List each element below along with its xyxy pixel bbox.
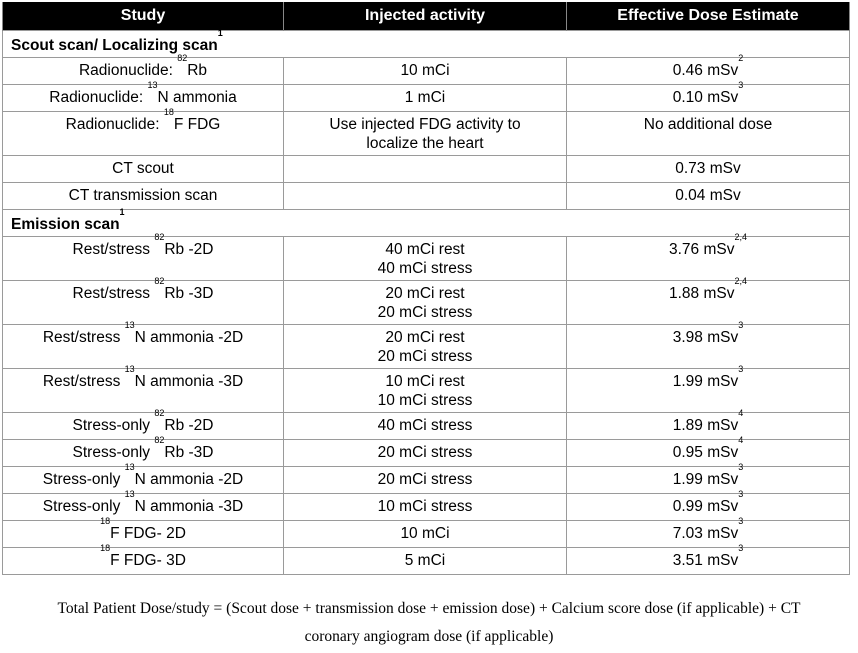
activity-cell <box>284 413 567 440</box>
activity-line: 10 mCi <box>400 525 450 542</box>
study-suffix: F FDG- 3D <box>110 552 186 569</box>
dose-cell <box>567 516 850 548</box>
activity-line: 20 mCi stress <box>377 304 473 321</box>
activity-cell <box>284 548 567 575</box>
study-suffix: N ammonia <box>157 89 237 106</box>
study-cell <box>3 276 284 325</box>
study-prefix: Stress-only <box>42 471 125 488</box>
section-title-text: Scout scan/ Localizing scan <box>11 36 218 54</box>
activity-cell <box>284 112 567 156</box>
study-prefix: Rest/stress <box>42 329 125 346</box>
dose-table <box>2 2 850 575</box>
isotope-mass-number: 18 <box>163 107 174 117</box>
study-cell <box>3 53 284 85</box>
activity-line: 10 mCi rest <box>385 373 465 390</box>
section-title <box>3 27 850 58</box>
study-prefix: CT transmission scan <box>68 187 218 204</box>
study-suffix: N ammonia -3D <box>134 498 244 515</box>
dose-footnote-ref: 3 <box>738 543 744 553</box>
dose-value: 0.99 mSv <box>672 498 739 515</box>
table-row <box>3 369 850 413</box>
study-prefix: Rest/stress <box>42 373 125 390</box>
dose-footnote-ref: 4 <box>738 435 744 445</box>
header-study: Study <box>3 2 284 31</box>
dose-footnote-ref: 3 <box>738 462 744 472</box>
activity-line: 20 mCi stress <box>377 444 473 461</box>
table-row <box>3 325 850 369</box>
activity-cell <box>284 237 567 281</box>
study-suffix: Rb -2D <box>164 417 214 434</box>
isotope-mass-number: 82 <box>154 435 165 445</box>
isotope-mass-number: 13 <box>124 489 135 499</box>
section-row <box>3 31 850 58</box>
dose-footnote-ref: 2,4 <box>734 276 747 286</box>
section-footnote-ref: 1 <box>119 206 125 217</box>
activity-line: 10 mCi <box>400 62 450 79</box>
activity-line: 1 mCi <box>404 89 446 106</box>
dose-cell <box>567 276 850 325</box>
table-row <box>3 548 850 575</box>
activity-line: 20 mCi rest <box>385 329 465 346</box>
activity-cell <box>284 494 567 521</box>
isotope-mass-number: 82 <box>154 408 165 418</box>
table-row <box>3 85 850 112</box>
activity-cell <box>284 325 567 369</box>
study-prefix: Radionuclide: <box>65 116 164 133</box>
dose-value: 0.73 mSv <box>675 160 741 177</box>
activity-cell <box>284 281 567 325</box>
study-cell <box>3 232 284 281</box>
activity-cell <box>284 521 567 548</box>
activity-line: 40 mCi rest <box>385 241 465 258</box>
study-cell <box>3 80 284 112</box>
dose-value: 7.03 mSv <box>672 525 739 542</box>
dose-cell <box>567 232 850 281</box>
activity-line: 5 mCi <box>404 552 446 569</box>
study-cell <box>3 516 284 548</box>
header-row <box>3 2 850 31</box>
isotope-mass-number: 82 <box>177 53 188 63</box>
table-row <box>3 521 850 548</box>
footer-note-line-1: Total Patient Dose/study = (Scout dose + transmission dose + emission dose) + Calcium score dose (if applicable) + CT <box>57 600 801 617</box>
activity-cell <box>284 467 567 494</box>
study-suffix: Rb -2D <box>164 241 214 258</box>
section-title <box>3 206 850 237</box>
activity-line: 20 mCi stress <box>377 348 473 365</box>
study-cell <box>3 489 284 521</box>
dose-footnote-ref: 3 <box>738 489 744 499</box>
study-cell <box>3 408 284 440</box>
study-cell <box>3 107 284 156</box>
header-effective-dose: Effective Dose Estimate <box>567 2 850 31</box>
dose-cell <box>567 462 850 494</box>
study-prefix: Radionuclide: <box>49 89 148 106</box>
study-prefix: Stress-only <box>42 498 125 515</box>
activity-line: 10 mCi stress <box>377 392 473 409</box>
activity-line: 10 mCi stress <box>377 498 473 515</box>
activity-cell <box>284 85 567 112</box>
dose-footnote-ref: 3 <box>738 80 744 90</box>
dose-value: 0.46 mSv <box>672 62 739 79</box>
activity-line: 40 mCi stress <box>377 417 473 434</box>
dose-cell <box>567 320 850 369</box>
dose-value: 0.04 mSv <box>675 187 741 204</box>
study-prefix: Rest/stress <box>72 285 155 302</box>
dose-value: 0.95 mSv <box>672 444 739 461</box>
section-footnote-ref: 1 <box>217 27 223 38</box>
dose-cell <box>567 489 850 521</box>
activity-line: 20 mCi stress <box>377 471 473 488</box>
study-prefix: Rest/stress <box>72 241 155 258</box>
isotope-mass-number: 13 <box>124 462 135 472</box>
dose-footnote-ref: 3 <box>738 516 744 526</box>
dose-cell <box>567 435 850 467</box>
dose-cell <box>567 543 850 575</box>
dose-value: 1.88 mSv <box>669 285 735 302</box>
table-row <box>3 112 850 156</box>
dose-cell <box>567 156 850 183</box>
isotope-mass-number: 18 <box>100 543 111 553</box>
dose-cell <box>567 53 850 85</box>
dose-cell <box>567 183 850 210</box>
dose-cell <box>567 80 850 112</box>
dose-footnote-ref: 3 <box>738 320 744 330</box>
isotope-mass-number: 13 <box>147 80 158 90</box>
study-cell <box>3 320 284 369</box>
study-prefix: CT scout <box>112 160 174 177</box>
study-prefix: Stress-only <box>72 444 155 461</box>
table-row <box>3 58 850 85</box>
study-suffix: N ammonia -2D <box>134 329 244 346</box>
dose-value: 1.89 mSv <box>672 417 739 434</box>
dose-value: 1.99 mSv <box>672 373 739 390</box>
study-cell <box>3 543 284 575</box>
dose-cell <box>567 112 850 156</box>
isotope-mass-number: 82 <box>154 276 165 286</box>
study-cell <box>3 156 284 183</box>
dose-footnote-ref: 2 <box>738 53 744 63</box>
study-suffix: Rb -3D <box>164 444 214 461</box>
study-cell <box>3 462 284 494</box>
footer-note-line-2: coronary angiogram dose (if applicable) <box>304 628 554 645</box>
dose-cell <box>567 364 850 413</box>
table-row <box>3 281 850 325</box>
activity-cell <box>284 440 567 467</box>
activity-cell <box>284 183 567 210</box>
study-cell <box>3 183 284 210</box>
study-prefix: Stress-only <box>72 417 155 434</box>
section-title-text: Emission scan <box>11 215 120 233</box>
activity-line: 40 mCi stress <box>377 260 473 277</box>
section-row <box>3 210 850 237</box>
activity-line: localize the heart <box>366 135 484 152</box>
study-suffix: F FDG <box>173 116 221 133</box>
dose-value: 3.98 mSv <box>672 329 739 346</box>
activity-line: 20 mCi rest <box>385 285 465 302</box>
dose-cell <box>567 408 850 440</box>
dose-value: 0.10 mSv <box>672 89 739 106</box>
isotope-mass-number: 13 <box>124 364 135 374</box>
study-cell <box>3 435 284 467</box>
study-suffix: N ammonia -3D <box>134 373 244 390</box>
table-row <box>3 156 850 183</box>
dose-value: 3.51 mSv <box>672 552 739 569</box>
activity-cell <box>284 156 567 183</box>
dose-value: 3.76 mSv <box>669 241 735 258</box>
isotope-mass-number: 13 <box>124 320 135 330</box>
study-suffix: Rb -3D <box>164 285 214 302</box>
activity-cell <box>284 369 567 413</box>
dose-footnote-ref: 2,4 <box>734 232 747 242</box>
table-row <box>3 494 850 521</box>
study-suffix: F FDG- 2D <box>110 525 186 542</box>
table-row <box>3 237 850 281</box>
activity-cell <box>284 58 567 85</box>
activity-line: Use injected FDG activity to <box>329 116 521 133</box>
table-row <box>3 413 850 440</box>
study-cell <box>3 364 284 413</box>
study-suffix: Rb <box>187 62 208 79</box>
dose-footnote-ref: 4 <box>738 408 744 418</box>
isotope-mass-number: 18 <box>100 516 111 526</box>
table-row <box>3 183 850 210</box>
dose-value: No additional dose <box>643 116 773 133</box>
header-injected-activity: Injected activity <box>284 2 567 31</box>
dose-footnote-ref: 3 <box>738 364 744 374</box>
study-suffix: N ammonia -2D <box>134 471 244 488</box>
study-prefix: Radionuclide: <box>78 62 178 79</box>
dose-value: 1.99 mSv <box>672 471 739 488</box>
isotope-mass-number: 82 <box>154 232 165 242</box>
